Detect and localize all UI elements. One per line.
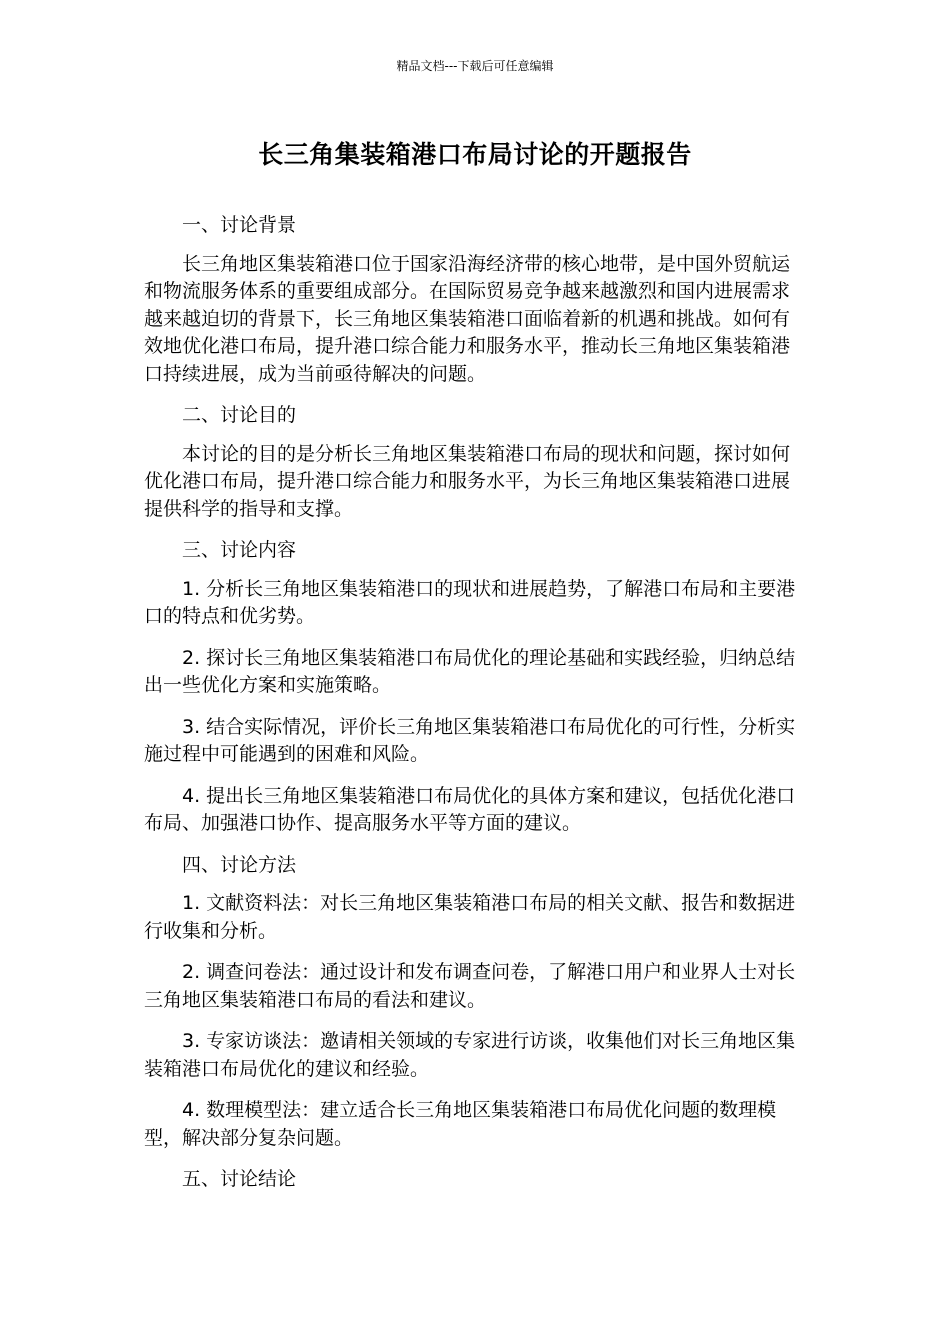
content-item-3: 3. 结合实际情况，评价长三角地区集装箱港口布局优化的可行性，分析实施过程中可能遇到的困难和风险。 — [144, 715, 796, 765]
content-item-2: 2. 探讨长三角地区集装箱港口布局优化的理论基础和实践经验，归纳总结出一些优化方案和实施策略。 — [144, 646, 796, 696]
method-item-3: 3. 专家访谈法：邀请相关领域的专家进行访谈，收集他们对长三角地区集装箱港口布局优化的建议和经验。 — [144, 1030, 796, 1080]
content-item-1: 1. 分析长三角地区集装箱港口的现状和进展趋势，了解港口布局和主要港口的特点和优劣势。 — [144, 577, 796, 627]
section-heading-content: 三、讨论内容 — [182, 539, 297, 561]
section-heading-method: 四、讨论方法 — [182, 853, 297, 876]
background-paragraph: 长三角地区集装箱港口位于国家沿海经济带的核心地带，是中国外贸航运和物流服务体系的重要组成部分。在国际贸易竞争越来越激烈和国内进展需求越来越迫切的背景下，长三角地区集装箱港口面临着新的机遇和挑战。如何有效地优化港口布局，提升港口综合能力和服务水平，推动长三角地区集装箱港口持续进展，成为当前亟待解决的问题。 — [144, 252, 791, 385]
method-item-4: 4. 数理模型法：建立适合长三角地区集装箱港口布局优化问题的数理模型，解决部分复杂问题。 — [144, 1099, 777, 1149]
section-heading-conclusion: 五、讨论结论 — [182, 1168, 297, 1190]
document-title: 长三角集装箱港口布局讨论的开题报告 — [258, 140, 692, 169]
content-item-4: 4. 提出长三角地区集装箱港口布局优化的具体方案和建议，包括优化港口布局、加强港口协作、提高服务水平等方面的建议。 — [144, 784, 796, 834]
method-item-1: 1. 文献资料法：对长三角地区集装箱港口布局的相关文献、报告和数据进行收集和分析。 — [144, 892, 796, 942]
method-item-2: 2. 调查问卷法：通过设计和发布调查问卷，了解港口用户和业界人士对长三角地区集装箱港口布局的看法和建议。 — [144, 961, 796, 1011]
header-note: 精品文档---下载后可任意编辑 — [396, 59, 554, 73]
section-heading-purpose: 二、讨论目的 — [182, 404, 297, 426]
document-body — [144, 212, 806, 1205]
section-heading-background: 一、讨论背景 — [182, 214, 297, 236]
purpose-paragraph: 本讨论的目的是分析长三角地区集装箱港口布局的现状和问题，探讨如何优化港口布局，提升港口综合能力和服务水平，为长三角地区集装箱港口进展提供科学的指导和支撑。 — [144, 442, 791, 520]
